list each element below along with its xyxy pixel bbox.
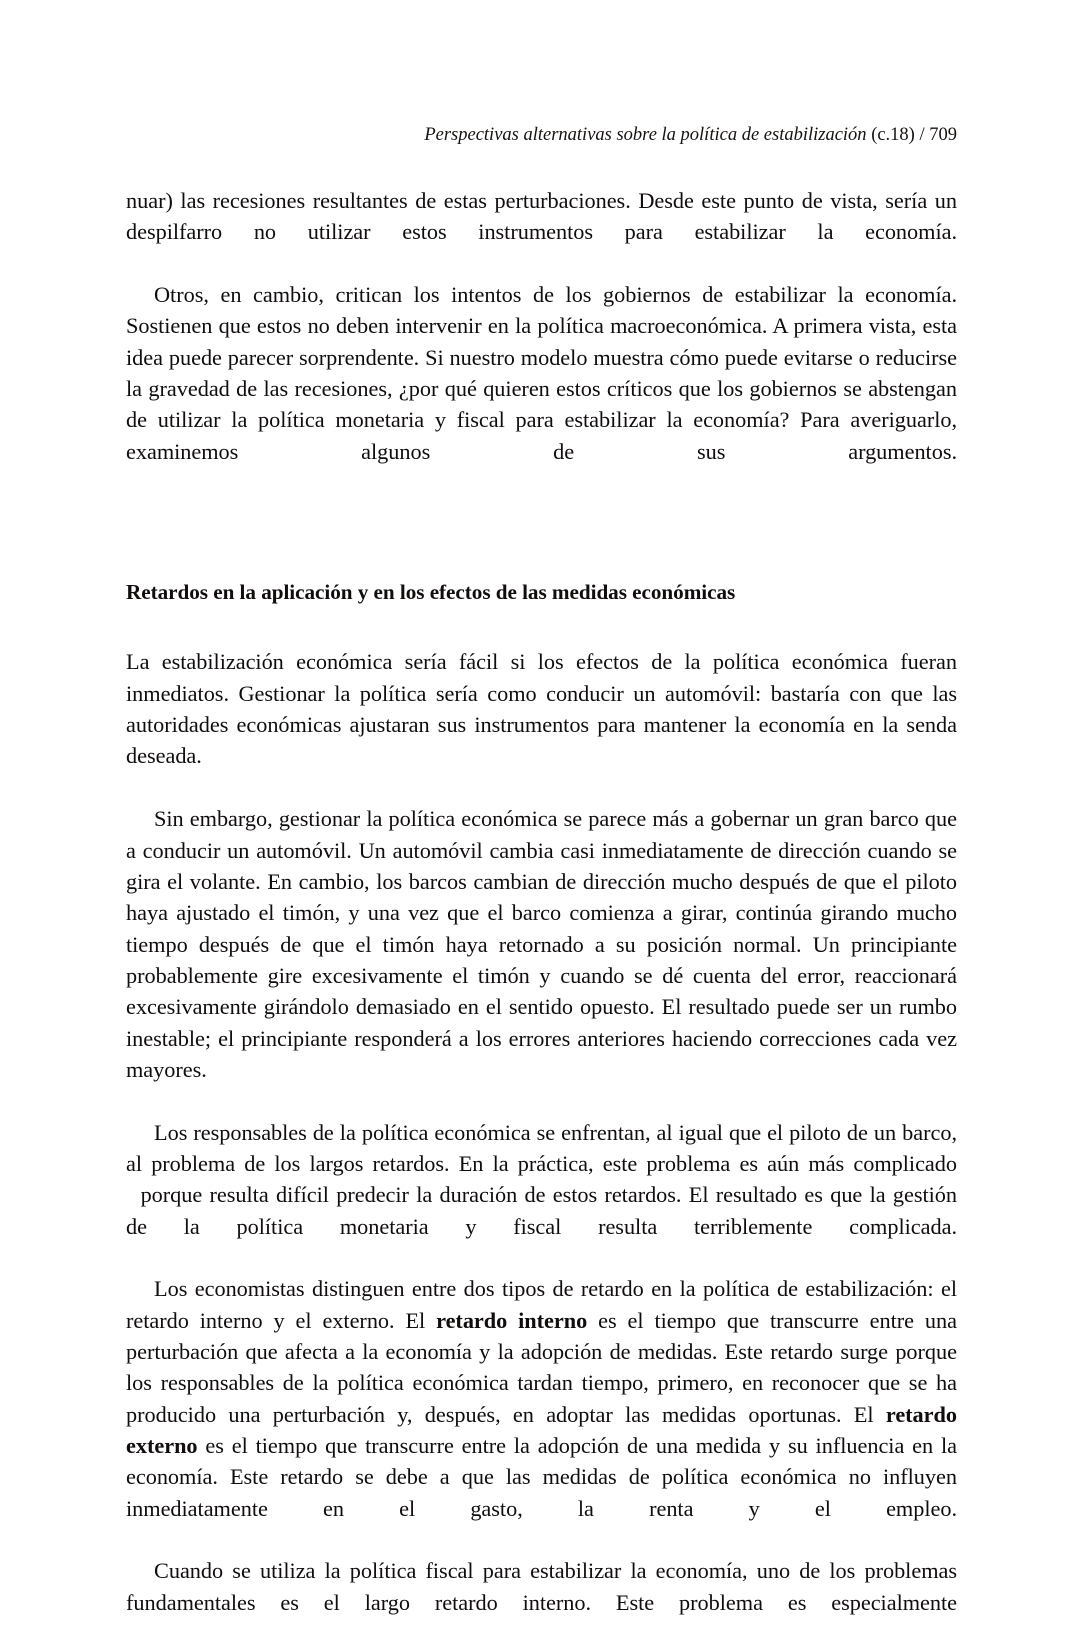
- paragraph-others-criticism: Otros, en cambio, critican los intentos de los gobiernos de estabilizar la economía. Sostienen que estos no deben intervenir en la política macroeconómica. A primera vista, esta idea puede parecer sorprendente. Si nuestro modelo muestra cómo puede evitarse o reducirse la gravedad de las recesiones, ¿por qué quieren estos críticos que los gobiernos se abstengan de utilizar la política monetaria y fiscal para estabilizar la economía? Para averiguarlo, examinemos algunos de sus argumentos.: [126, 282, 957, 464]
- paragraph-policymakers-lags-part-b: porque resulta difícil predecir la duración de estos retardos. El resultado es que la gestión de la política monetaria y fiscal resulta terriblemente complicada.: [126, 1182, 957, 1239]
- paragraph-stabilization-easy: La estabilización económica sería fácil si los efectos de la política económica fueran inmediatos. Gestionar la política sería como conducir un automóvil: bastaría con que las autoridades económicas ajustaran sus instrumentos para mantener la economía en la senda deseada.: [126, 649, 957, 769]
- paragraph-fiscal-policy-internal-lag: Cuando se utiliza la política fiscal para estabilizar la economía, uno de los problemas fundamentales es el largo retardo interno. Este problema es especialmente: [126, 1558, 957, 1615]
- term-retardo-externo: retardo externo: [126, 1401, 957, 1459]
- running-head-folio: (c.18) / 709: [866, 125, 957, 145]
- section-heading: Retardos en la aplicación y en los efectos de las medidas económicas: [126, 580, 736, 605]
- paragraph-continuation: nuar) las recesiones resultantes de estas perturbaciones. Desde este punto de vista, sería un despilfarro no utilizar estos instrumentos para estabilizar la economía.: [126, 188, 957, 245]
- spacer-below-heading: [126, 607, 957, 646]
- term-retardo-interno: retardo interno: [436, 1307, 588, 1333]
- running-head: [126, 122, 957, 148]
- paragraph-ship-analogy: Sin embargo, gestionar la política económica se parece más a gobernar un gran barco que a conducir un automóvil. Un automóvil cambia casi inmediatamente de dirección cuando se gira el volante. En cambio, los barcos cambian de dirección mucho después de que el piloto haya ajustado el timón, y una vez que el barco comienza a girar, continúa girando mucho tiempo después de que el timón haya retornado a su posición normal. Un principiante probablemente gire excesivamente el timón y cuando se dé cuenta del error, reaccionará excesivamente girándolo demasiado en el sentido opuesto. El resultado puede ser un rumbo inestable; el principiante responderá a los errores anteriores haciendo correcciones cada vez mayores.: [126, 806, 957, 1082]
- running-head-title: Perspectivas alternativas sobre la política de estabilización: [424, 125, 867, 145]
- paragraph-policymakers-lags-gap: [126, 1182, 141, 1207]
- paragraph-policymakers-lags: [126, 1117, 957, 1274]
- lag-text-part-a: Los economistas distinguen entre dos tipos de retardo en la política de estabilización: el retardo interno y el externo. El: [126, 1276, 957, 1333]
- spacer-above-heading: [126, 498, 957, 577]
- body-text-column: [126, 185, 957, 1649]
- lag-text-part-c: es el tiempo que transcurre entre la adopción de una medida y su influencia en la economía. Este retardo se debe a que las medidas de política económica no influyen inmediatamente en el gasto, la renta y el empleo.: [126, 1433, 957, 1521]
- paragraph-internal-external-lag: [126, 1273, 957, 1555]
- paragraph-policymakers-lags-part-a: Los responsables de la política económica se enfrentan, al igual que el piloto de un barco, al problema de los largos retardos. En la práctica, este problema es aún más complicado: [126, 1119, 957, 1176]
- lag-text-part-b: es el tiempo que transcurre entre una perturbación que afecta a la economía y la adopción de medidas. Este retardo surge porque los responsables de la política económica tardan tiempo, primero, en reconocer que se ha producido una perturbación y, después, en adoptar las medidas oportunas. El: [126, 1307, 957, 1427]
